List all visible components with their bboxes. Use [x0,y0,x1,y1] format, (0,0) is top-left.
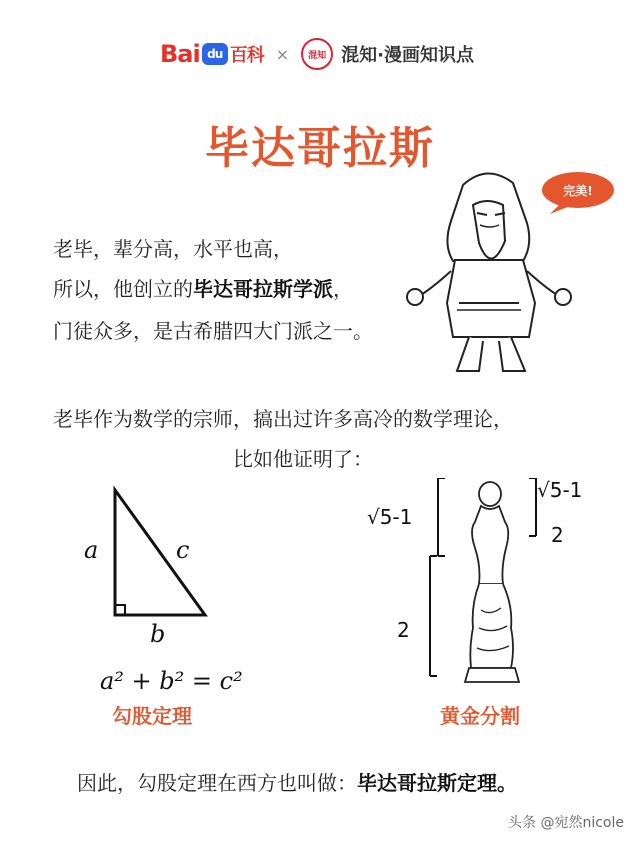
final-prefix: 因此，勾股定理在西方也叫做： [77,771,357,795]
intro-line-3: 门徒众多，是古希腊四大门派之一。 [53,319,373,343]
triangle-side-b: b [150,620,166,648]
desc-line-2: 比如他证明了： [233,447,373,471]
intro-line-2-suffix: ， [333,277,353,301]
pythagorean-caption: 勾股定理 [112,704,192,728]
bubble-text: 完美! [563,184,593,198]
golden-ratio-mid-right: 2 [551,523,564,547]
triangle-side-a: a [84,536,99,564]
final-bold: 毕达哥拉斯定理。 [357,771,517,795]
intro-line-1: 老毕，辈分高，水平也高， [53,237,293,261]
baidu-logo [160,40,264,68]
school-name: 毕达哥拉斯学派 [193,277,333,301]
golden-ratio-bottom-left: 2 [397,618,410,642]
watermark-text: 头条 @宛然nicole [508,815,624,831]
baidu-prefix: Bai [160,40,200,68]
intro-line-2-prefix: 所以，他创立的 [53,277,193,301]
desc-line-1: 老毕作为数学的宗师，搞出过许多高冷的数学理论， [53,407,513,431]
final-statement [77,767,517,796]
baidu-baike: 百科 [229,45,264,66]
golden-ratio-caption: 黄金分割 [440,704,520,728]
venus-statue-illustration [435,478,545,688]
intro-line-2 [53,273,353,302]
baidu-paw-icon: du [202,43,228,65]
golden-ratio-top-left: √5-1 [367,505,413,529]
cross-separator: × [275,44,290,64]
brand-header [160,34,474,74]
pythagorean-equation: a² + b² = c² [100,667,243,695]
hunzhi-brand-text: 混知·漫画知识点 [341,45,474,66]
golden-ratio-top-right: √5-1 [537,478,583,502]
triangle-side-c: c [176,536,190,564]
page-title: 毕达哥拉斯 [205,123,435,174]
hunzhi-logo-icon: 混知 [301,38,333,70]
